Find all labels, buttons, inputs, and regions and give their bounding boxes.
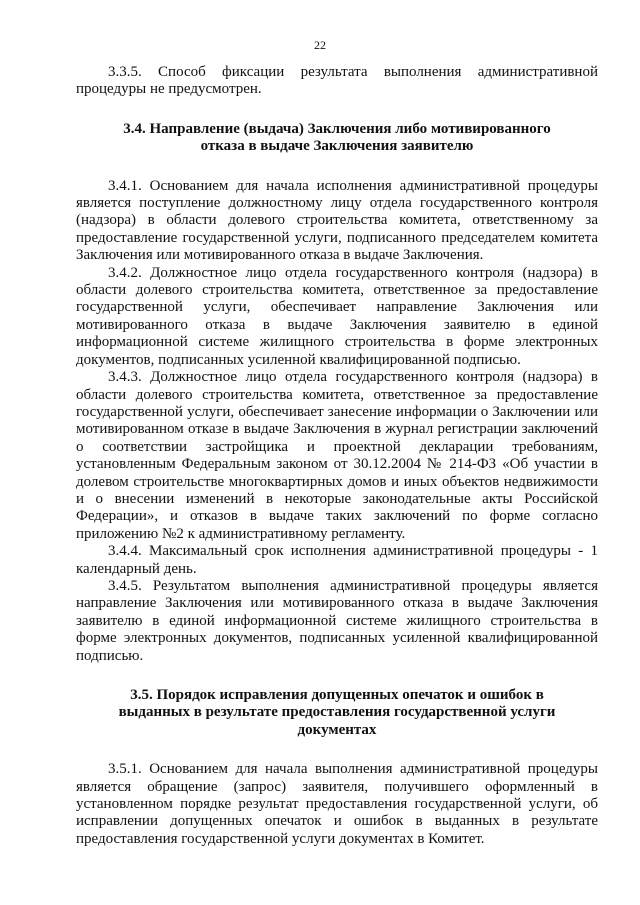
document-body: [76, 64, 598, 848]
paragraph-3-4-2: 3.4.2. Должностное лицо отдела государственного контроля (надзора) в области долевого строительства комитета, ответственное за предоставление государственной услуги, обеспечивает направление Заключения или мотивированного отказа в выдаче Заключения заявителю в единой информационной системе жилищного строительства в форме электронных документов, подписанных усиленной квалифицированной подписью.: [76, 264, 598, 368]
paragraph-3-4-1: 3.4.1. Основанием для начала исполнения административной процедуры является поступление должностному лицу отдела государственного контроля (надзора) в области долевого строительства комитета, ответственному за предоставление государственной услуги, подписанного председателем комитета Заключения или мотивированного отказа в выдаче Заключения.: [76, 177, 598, 264]
spacer: [76, 665, 598, 687]
paragraph-3-5-1: 3.5.1. Основанием для начала выполнения административной процедуры является обращение (запрос) заявителя, получившего оформленный в установленном порядке результат предоставления государственной услуги, об исправлении допущенных опечаток и ошибок в выданных в результате предоставления государственной услуги документах в Комитет.: [76, 761, 598, 847]
page-number: 22: [314, 38, 326, 52]
paragraph-3-4-4: 3.4.4. Максимальный срок исполнения административной процедуры - 1 календарный день.: [76, 543, 598, 577]
spacer: [76, 99, 598, 121]
paragraph-3-4-3: 3.4.3. Должностное лицо отдела государственного контроля (надзора) в области долевого строительства комитета, ответственное за предоставление государственной услуги, обеспечивает занесение информации о Заключении или мотивированном отказе в выдаче Заключения в журнал регистрации заключений о соответствии застройщика и проектной декларации требованиям, установленным Федеральным законом от 30.12.2004 № 214-ФЗ «Об участии в долевом строительстве многоквартирных домов и иных объектов недвижимости и о внесении изменений в некоторые законодательные акты Российской Федерации», и отказов в выдаче таких заключений по форме согласно приложению №2 к административному регламенту.: [76, 369, 598, 542]
paragraph-3-3-5: 3.3.5. Способ фиксации результата выполнения административной процедуры не предусмотрен.: [76, 64, 598, 98]
paragraph-3-4-5: 3.4.5. Результатом выполнения административной процедуры является направление Заключения или мотивированного отказа в выдаче Заключения заявителю в единой информационной системе жилищного строительства в форме электронных документов, подписанных усиленной квалифицированной подписью.: [76, 577, 598, 664]
spacer: [76, 739, 598, 761]
spacer: [76, 156, 598, 178]
section-heading-3-5: 3.5. Порядок исправления допущенных опечаток и ошибок в выданных в результате предоставления государственной услуги документах: [118, 687, 556, 738]
section-heading-3-4: 3.4. Направление (выдача) Заключения либо мотивированного отказа в выдаче Заключения заявителю: [123, 120, 551, 155]
